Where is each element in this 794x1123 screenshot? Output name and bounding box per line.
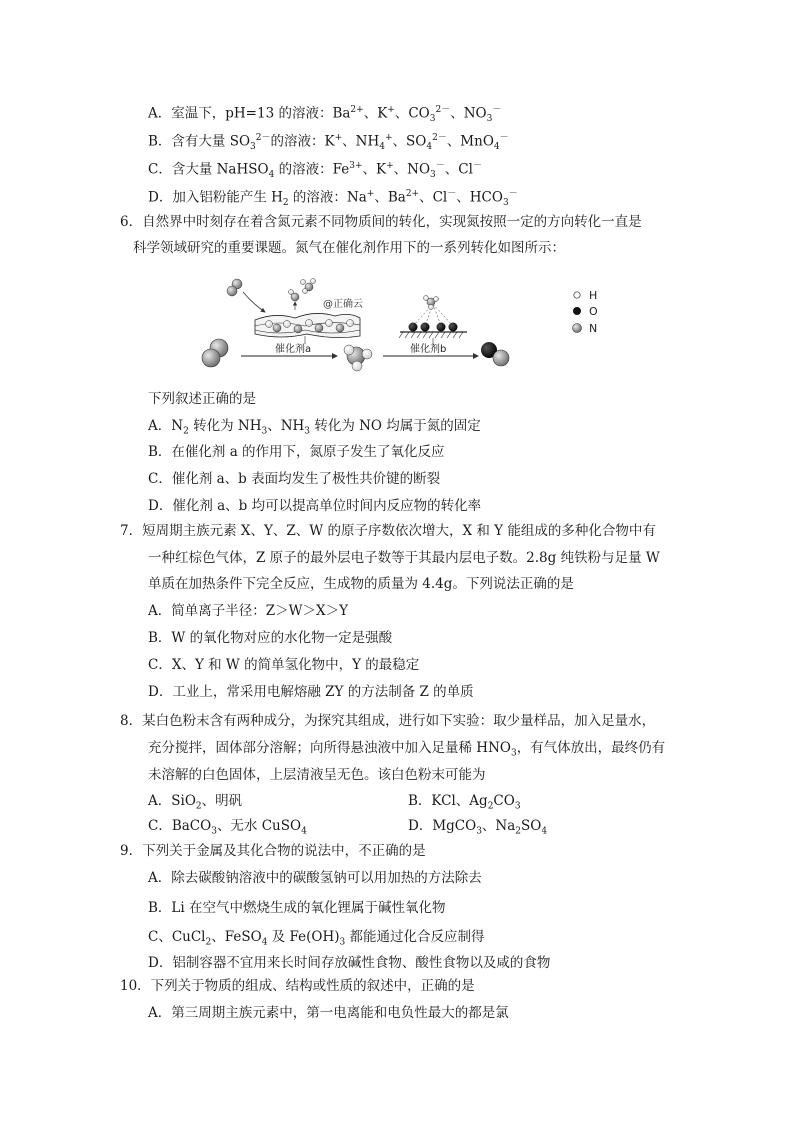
q8-stem-line1: 8．某白色粉末含有两种成分，为探究其组成，进行如下实验：取少量样品，加入足量水， xyxy=(120,713,656,729)
legend-o-label: O xyxy=(589,305,598,318)
q6-prompt: 下列叙述正确的是 xyxy=(148,391,256,407)
figure-watermark: @正确云 xyxy=(323,299,363,310)
no-n-atom xyxy=(493,350,509,366)
q6-catalyst-diagram xyxy=(195,270,625,380)
q8-option-c: C．BaCO$_3$、无水 CuSO$_4$ xyxy=(148,818,307,837)
q7-option-c: C．X、Y 和 W 的简单氢化物中，Y 的最稳定 xyxy=(148,657,420,673)
q8-stem-line2: 充分搅拌，固体部分溶解；向所得悬浊液中加入足量稀 $HNO_3$，有气体放出，最终仍有 xyxy=(148,740,666,759)
q9-option-d: D．铝制容器不宜用来长时间存放碱性食物、酸性食物以及咸的食物 xyxy=(148,955,551,971)
q5-option-b: B．含有大量 $SO_3^{2-}$的溶液：K+、$NH_4^+$、$SO_4^{2-}$、MnO$_4$－ xyxy=(148,133,509,153)
catalyst-a-label: 催化剂a xyxy=(275,344,312,355)
q7-option-b: B．W 的氧化物对应的水化物一定是强酸 xyxy=(148,630,393,646)
q5-option-d: D．加入铝粉能产生 $H_2$ 的溶液：Na+、$Ba^{2+}$、Cl－、$HCO_3^-$ xyxy=(148,189,518,209)
n2-atom-2 xyxy=(202,349,220,367)
q5-option-c: C．含大量 NaHSO$_4$ 的溶液：$Fe^{3+}$、K+、$NO_3^-$、Cl－ xyxy=(148,161,482,181)
q10-option-a: A．第三周期主族元素中，第一电离能和电负性最大的都是氯 xyxy=(148,1005,509,1021)
q7-stem-line2: 一种红棕色气体，Z 原子的最外层电子数等于其最内层电子数。2.8g 纯铁粉与足量 W xyxy=(148,550,660,566)
legend-o-swatch xyxy=(573,307,581,315)
q6-option-b: B．在催化剂 a 的作用下，氮原子发生了氧化反应 xyxy=(148,444,445,460)
q6-option-a: A．$N_2$ 转化为 $NH_3$、$NH_3$ 转化为 NO 均属于氮的固定 xyxy=(148,418,481,437)
q8-option-a: A．SiO$_2$、明矾 xyxy=(148,793,243,812)
q6-stem-line2: 科学领域研究的重要课题。氮气在催化剂作用下的一系列转化如图所示： xyxy=(133,240,565,256)
q9-option-a: A．除去碳酸钠溶液中的碳酸氢钠可以用加热的方法除去 xyxy=(148,870,482,886)
q7-option-a: A．简单离子半径：Z＞W＞X＞Y xyxy=(148,603,349,619)
catalyst-b-surface xyxy=(399,296,467,347)
q8-option-b: B．KCl、$Ag_2CO_3$ xyxy=(408,793,521,812)
q6-stem-line1: 6．自然界中时刻存在着含氮元素不同物质间的转化，实现氮按照一定的方向转化一直是 xyxy=(120,214,642,230)
q6-option-c: C．催化剂 a、b 表面均发生了极性共价键的断裂 xyxy=(148,471,441,487)
legend-n-swatch xyxy=(573,324,582,333)
catalyst-b-label: 催化剂b xyxy=(410,344,447,355)
legend-h-swatch xyxy=(574,292,580,298)
q9-stem-line1: 9．下列关于金属及其化合物的说法中，不正确的是 xyxy=(120,843,426,859)
atom-legend xyxy=(573,289,599,335)
q5-option-a: A．室温下，pH=13 的溶液：$Ba^{2+}$、K+、$CO_3^{2-}$、$NO_3^-$ xyxy=(148,105,502,125)
q9-option-c: C、CuCl$_2$、FeSO$_4$ 及 $Fe(OH)_3$ 都能通过化合反应制得 xyxy=(148,929,485,948)
catalyst-a-surface xyxy=(255,313,360,344)
q9-option-b: B．Li 在空气中燃烧生成的氧化锂属于碱性氧化物 xyxy=(148,900,446,916)
legend-h-label: H xyxy=(589,289,598,302)
q7-option-d: D．工业上，常采用电解熔融 ZY 的方法制备 Z 的单质 xyxy=(148,684,474,700)
legend-n-label: N xyxy=(589,322,598,335)
q6-option-d: D．催化剂 a、b 均可以提高单位时间内反应物的转化率 xyxy=(148,498,482,514)
q8-stem-line3: 未溶解的白色固体，上层清液呈无色。该白色粉末可能为 xyxy=(148,767,486,783)
q8-option-d: D．MgCO$_3$、$Na_2SO_4$ xyxy=(408,818,548,837)
q10-stem-line1: 10．下列关于物质的组成、结构或性质的叙述中，正确的是 xyxy=(120,978,475,994)
q7-stem-line3: 单质在加热条件下完全反应，生成物的质量为 4.4g。下列说法正确的是 xyxy=(148,576,574,592)
q7-stem-line1: 7．短周期主族元素 X、Y、Z、W 的原子序数依次增大，X 和 Y 能组成的多种化合物中有 xyxy=(120,523,656,539)
